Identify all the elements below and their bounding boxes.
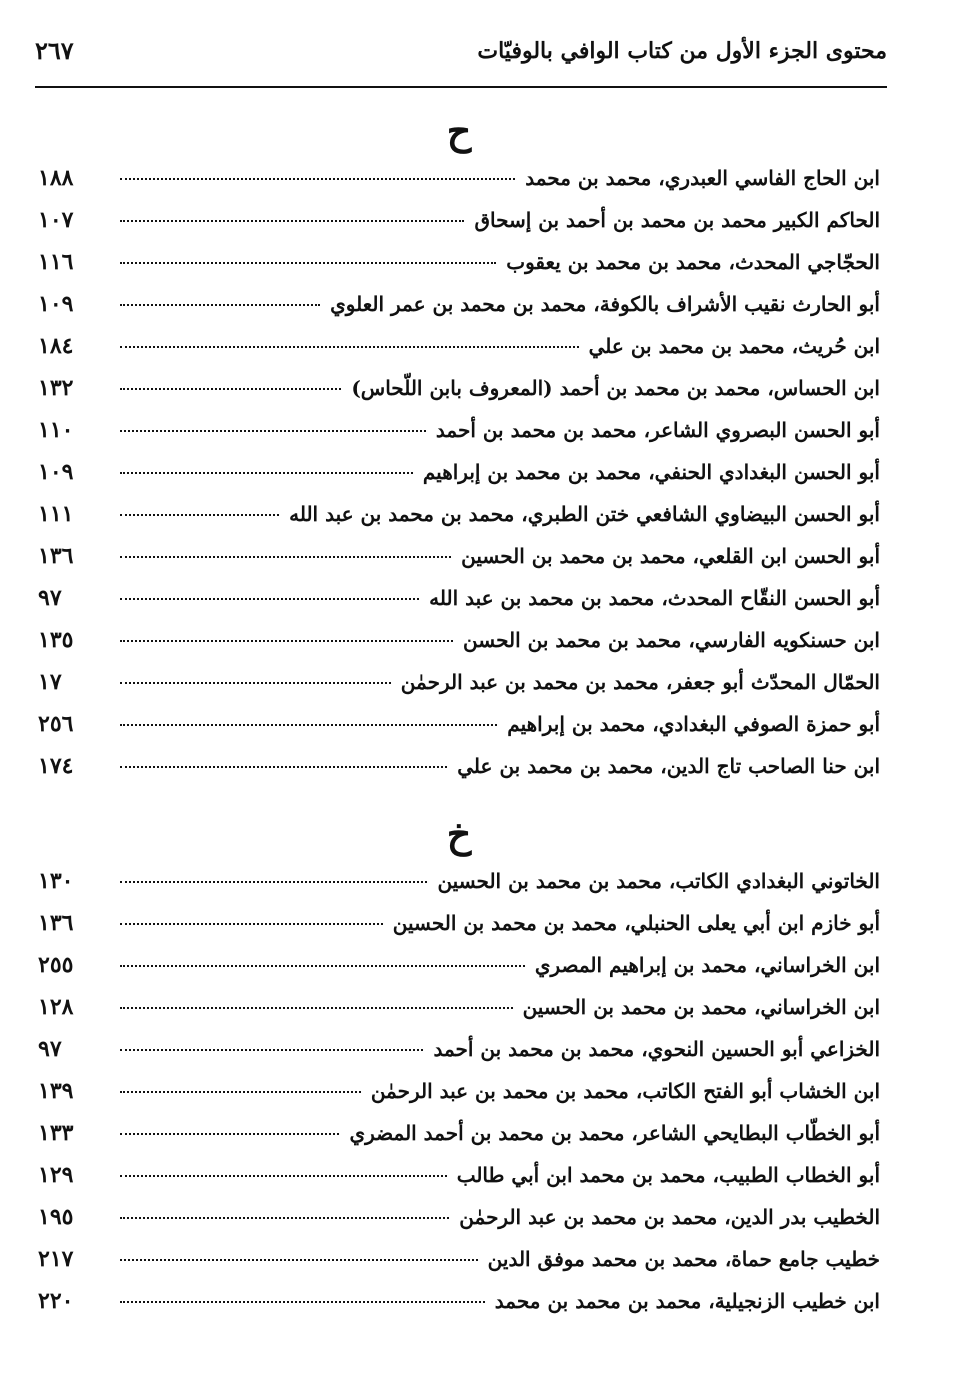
entry-name: الحمّال المحدّث أبو جعفر، محمد بن محمد بن عبد الرحمٰن bbox=[400, 670, 880, 694]
entry-name: ابن الخراساني، محمد بن محمد بن الحسين bbox=[522, 995, 880, 1019]
dot-leader bbox=[120, 881, 427, 883]
entry-page-number: ١٧ bbox=[38, 669, 62, 695]
index-entry bbox=[38, 157, 880, 199]
index-entry bbox=[38, 1028, 880, 1070]
dot-leader bbox=[120, 346, 579, 348]
entry-name: ابن الحساس، محمد بن محمد بن أحمد (المعروف بابن اللّحاس) bbox=[351, 376, 880, 400]
dot-leader bbox=[120, 724, 497, 726]
entry-name: ابن الخشاب أبو الفتح الكاتب، محمد بن محمد بن عبد الرحمٰن bbox=[370, 1079, 880, 1103]
dot-leader bbox=[120, 472, 413, 474]
entry-page-number: ١٠٧ bbox=[38, 207, 74, 233]
index-entry bbox=[38, 241, 880, 283]
dot-leader bbox=[120, 514, 279, 516]
dot-leader bbox=[120, 640, 453, 642]
dot-leader bbox=[120, 304, 320, 306]
entry-name: خطيب جامع حماة، محمد بن محمد موفق الدين bbox=[487, 1247, 880, 1271]
entry-page-number: ١٣٦ bbox=[38, 910, 74, 936]
entry-page-number: ١١٠ bbox=[38, 417, 74, 443]
entry-page-number: ٩٧ bbox=[38, 1036, 62, 1062]
entry-name: الخزاعي أبو الحسين النحوي، محمد بن محمد بن أحمد bbox=[433, 1037, 880, 1061]
dot-leader bbox=[120, 1049, 423, 1051]
dot-leader bbox=[120, 1217, 449, 1219]
entry-name: الحجّاجي المحدث، محمد بن محمد بن يعقوب bbox=[506, 250, 880, 274]
index-entry bbox=[38, 283, 880, 325]
dot-leader bbox=[120, 262, 496, 264]
entry-name: أبو الحسن البصروي الشاعر، محمد بن محمد بن أحمد bbox=[435, 418, 880, 442]
entry-page-number: ١٢٩ bbox=[38, 1162, 74, 1188]
entry-list bbox=[38, 157, 880, 787]
index-entry bbox=[38, 535, 880, 577]
page-number: ٢٦٧ bbox=[35, 36, 74, 65]
index-entry bbox=[38, 860, 880, 902]
entry-name: أبو الخطّاب البطايحي الشاعر، محمد بن محمد بن أحمد المضري bbox=[349, 1121, 880, 1145]
index-entry bbox=[38, 661, 880, 703]
entry-page-number: ١٣٦ bbox=[38, 543, 74, 569]
entry-page-number: ٢١٧ bbox=[38, 1246, 74, 1272]
entry-name: أبو الحسن النقّاح المحدث، محمد بن محمد بن عبد الله bbox=[429, 586, 880, 610]
dot-leader bbox=[120, 178, 515, 180]
entry-name: أبو الحسن البيضاوي الشافعي ختن الطبري، محمد بن محمد بن عبد الله bbox=[289, 502, 880, 526]
entry-page-number: ١٠٩ bbox=[38, 291, 74, 317]
entry-page-number: ١٢٨ bbox=[38, 994, 74, 1020]
dot-leader bbox=[120, 430, 426, 432]
entry-page-number: ١٣٩ bbox=[38, 1078, 74, 1104]
index-entry bbox=[38, 986, 880, 1028]
entry-name: أبو الحارث نقيب الأشراف بالكوفة، محمد بن محمد بن عمر العلوي bbox=[330, 292, 880, 316]
running-title: محتوى الجزء الأول من كتاب الوافي بالوفيّات bbox=[477, 38, 887, 64]
entry-page-number: ١٠٩ bbox=[38, 459, 74, 485]
dot-leader bbox=[120, 1007, 513, 1009]
entry-name: أبو حمزة الصوفي البغدادي، محمد بن إبراهيم bbox=[507, 712, 880, 736]
index-entry bbox=[38, 409, 880, 451]
dot-leader bbox=[120, 1259, 478, 1261]
entry-page-number: ٢٢٠ bbox=[38, 1288, 74, 1314]
index-entry bbox=[38, 451, 880, 493]
index-entry bbox=[38, 367, 880, 409]
entry-name: ابن الحاج الفاسي العبدري، محمد بن محمد bbox=[525, 166, 880, 190]
entry-page-number: ٢٥٦ bbox=[38, 711, 74, 737]
dot-leader bbox=[120, 220, 464, 222]
index-entry bbox=[38, 1154, 880, 1196]
entry-name: الحاكم الكبير محمد بن محمد بن أحمد بن إسحاق bbox=[474, 208, 880, 232]
entry-page-number: ١١١ bbox=[38, 501, 74, 527]
entry-name: ابن حسنكويه الفارسي، محمد بن محمد بن الحسن bbox=[463, 628, 880, 652]
index-entry bbox=[38, 1112, 880, 1154]
entry-name: ابن حُريث، محمد بن محمد بن علي bbox=[588, 334, 880, 358]
entry-page-number: ١١٦ bbox=[38, 249, 74, 275]
entry-page-number: ١٩٥ bbox=[38, 1204, 74, 1230]
section-letter: خ bbox=[446, 811, 472, 856]
index-entry bbox=[38, 944, 880, 986]
dot-leader bbox=[120, 388, 341, 390]
index-entry bbox=[38, 1280, 880, 1322]
entry-page-number: ١٣٥ bbox=[38, 627, 74, 653]
entry-list bbox=[38, 860, 880, 1322]
dot-leader bbox=[120, 1091, 361, 1093]
entry-page-number: ١٣٢ bbox=[38, 375, 74, 401]
entry-name: أبو الحسن ابن القلعي، محمد بن محمد بن الحسين bbox=[461, 544, 880, 568]
index-entry bbox=[38, 619, 880, 661]
index-entry bbox=[38, 1196, 880, 1238]
entry-name: ابن الخراساني، محمد بن إبراهيم المصري bbox=[534, 953, 880, 977]
index-entry bbox=[38, 703, 880, 745]
dot-leader bbox=[120, 556, 451, 558]
index-entry bbox=[38, 1238, 880, 1280]
dot-leader bbox=[120, 923, 383, 925]
index-section-ha bbox=[38, 105, 880, 787]
dot-leader bbox=[120, 1175, 447, 1177]
entry-page-number: ١٣٣ bbox=[38, 1120, 74, 1146]
index-entry bbox=[38, 902, 880, 944]
page-header bbox=[35, 30, 887, 84]
entry-page-number: ٩٧ bbox=[38, 585, 62, 611]
index-section-kha bbox=[38, 808, 880, 1322]
entry-name: الخطيب بدر الدين، محمد بن محمد بن عبد الرحمٰن bbox=[459, 1205, 880, 1229]
dot-leader bbox=[120, 1133, 339, 1135]
dot-leader bbox=[120, 598, 419, 600]
dot-leader bbox=[120, 965, 525, 967]
entry-name: أبو الخطاب الطبيب، محمد بن محمد ابن أبي طالب bbox=[456, 1163, 880, 1187]
dot-leader bbox=[120, 1301, 485, 1303]
dot-leader bbox=[120, 766, 447, 768]
entry-page-number: ١٨٤ bbox=[38, 333, 74, 359]
entry-name: ابن حنا الصاحب تاج الدين، محمد بن محمد بن علي bbox=[457, 754, 880, 778]
index-entry bbox=[38, 199, 880, 241]
dot-leader bbox=[120, 682, 391, 684]
entry-page-number: ١٣٠ bbox=[38, 868, 74, 894]
entry-page-number: ١٨٨ bbox=[38, 165, 74, 191]
entry-name: الخاتوني البغدادي الكاتب، محمد بن محمد بن الحسين bbox=[437, 869, 880, 893]
index-entry bbox=[38, 325, 880, 367]
entry-name: ابن خطيب الزنجيلية، محمد بن محمد بن محمد bbox=[494, 1289, 880, 1313]
index-entry bbox=[38, 577, 880, 619]
index-entry bbox=[38, 1070, 880, 1112]
entry-name: أبو خازم ابن أبي يعلى الحنبلي، محمد بن محمد بن الحسين bbox=[392, 911, 880, 935]
entry-name: أبو الحسن البغدادي الحنفي، محمد بن محمد بن إبراهيم bbox=[422, 460, 880, 484]
header-rule bbox=[35, 86, 887, 88]
index-entry bbox=[38, 745, 880, 787]
entry-page-number: ٢٥٥ bbox=[38, 952, 74, 978]
index-entry bbox=[38, 493, 880, 535]
entry-page-number: ١٧٤ bbox=[38, 753, 74, 779]
section-letter: ح bbox=[446, 108, 472, 153]
